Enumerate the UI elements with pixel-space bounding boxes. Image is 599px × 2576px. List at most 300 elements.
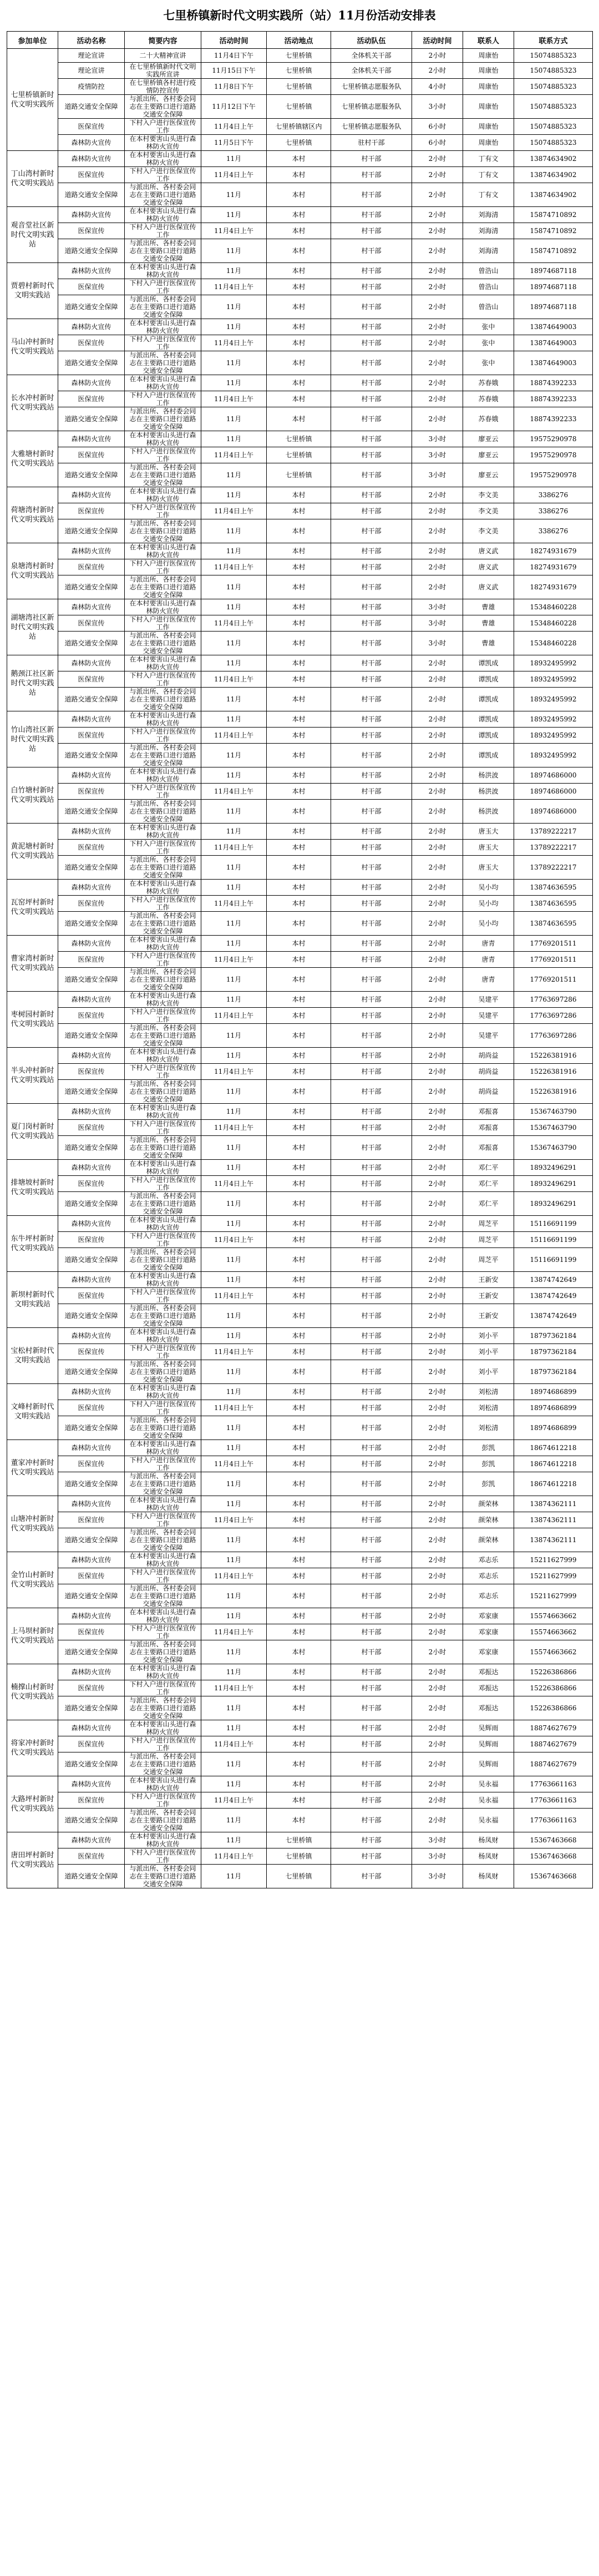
cell-duration: 2小时 xyxy=(412,840,463,856)
cell-contact: 曹雄 xyxy=(463,615,514,632)
table-row xyxy=(7,1384,593,1400)
table-row xyxy=(7,375,593,391)
cell-location: 本村 xyxy=(267,968,331,992)
cell-time: 11月4日上午 xyxy=(201,447,267,463)
cell-time: 11月 xyxy=(201,912,267,936)
site-name-cell: 山塘冲村新时代文明实践站 xyxy=(7,1496,58,1552)
cell-activity-name: 医保宣传 xyxy=(58,1456,125,1472)
cell-team: 村干部 xyxy=(331,223,412,239)
header-content: 简要内容 xyxy=(125,32,201,49)
cell-location: 本村 xyxy=(267,407,331,431)
cell-duration: 2小时 xyxy=(412,1120,463,1136)
cell-location: 七里桥镇 xyxy=(267,1832,331,1848)
table-row xyxy=(7,824,593,840)
cell-time: 11月 xyxy=(201,1528,267,1552)
cell-activity-name: 道路交通安全保障 xyxy=(58,1809,125,1832)
cell-duration: 2小时 xyxy=(412,767,463,784)
cell-location: 七里桥镇 xyxy=(267,49,331,63)
cell-location: 本村 xyxy=(267,1248,331,1272)
cell-team: 村干部 xyxy=(331,840,412,856)
cell-time: 11月 xyxy=(201,711,267,728)
cell-activity-name: 道路交通安全保障 xyxy=(58,1192,125,1216)
cell-activity-name: 森林防火宣传 xyxy=(58,135,125,151)
cell-contact: 杨凤财 xyxy=(463,1848,514,1865)
cell-time: 11月4日上午 xyxy=(201,1680,267,1696)
cell-time: 11月4日上午 xyxy=(201,1568,267,1584)
table-row xyxy=(7,1752,593,1776)
cell-phone: 15367463790 xyxy=(514,1104,593,1120)
cell-content: 与派出所、各村委会同志在主要路口进行道路交通安全保障 xyxy=(125,1584,201,1608)
cell-duration: 2小时 xyxy=(412,487,463,503)
cell-team: 村干部 xyxy=(331,1809,412,1832)
table-row xyxy=(7,1456,593,1472)
table-row xyxy=(7,1624,593,1640)
cell-contact: 邓志乐 xyxy=(463,1552,514,1568)
cell-team: 村干部 xyxy=(331,351,412,375)
cell-time: 11月4日上午 xyxy=(201,1792,267,1809)
table-row xyxy=(7,688,593,711)
cell-phone: 13789222217 xyxy=(514,840,593,856)
cell-location: 本村 xyxy=(267,1344,331,1360)
cell-location: 本村 xyxy=(267,936,331,952)
cell-duration: 2小时 xyxy=(412,1752,463,1776)
cell-location: 本村 xyxy=(267,1552,331,1568)
cell-time: 11月 xyxy=(201,487,267,503)
cell-time: 11月 xyxy=(201,655,267,671)
cell-location: 本村 xyxy=(267,1048,331,1064)
cell-location: 本村 xyxy=(267,784,331,800)
cell-content: 与派出所、各村委会同志在主要路口进行道路交通安全保障 xyxy=(125,1024,201,1048)
cell-content: 下村入户进行医保宣传工作 xyxy=(125,335,201,351)
cell-contact: 曾浩山 xyxy=(463,263,514,279)
cell-time: 11月 xyxy=(201,1024,267,1048)
cell-activity-name: 医保宣传 xyxy=(58,1176,125,1192)
cell-activity-name: 道路交通安全保障 xyxy=(58,351,125,375)
cell-phone: 15874710892 xyxy=(514,207,593,223)
cell-contact: 唐义武 xyxy=(463,559,514,575)
cell-time: 11月4日上午 xyxy=(201,335,267,351)
cell-contact: 彭凯 xyxy=(463,1456,514,1472)
cell-time: 11月 xyxy=(201,800,267,824)
table-row xyxy=(7,279,593,295)
cell-activity-name: 医保宣传 xyxy=(58,279,125,295)
cell-duration: 2小时 xyxy=(412,655,463,671)
cell-duration: 2小时 xyxy=(412,239,463,263)
cell-phone: 17763661163 xyxy=(514,1792,593,1809)
cell-time: 11月 xyxy=(201,1720,267,1736)
table-row xyxy=(7,335,593,351)
cell-time: 11月4日上午 xyxy=(201,1120,267,1136)
cell-time: 11月 xyxy=(201,1640,267,1664)
cell-location: 本村 xyxy=(267,632,331,655)
cell-contact: 吴小均 xyxy=(463,880,514,896)
cell-contact: 谭凯成 xyxy=(463,711,514,728)
cell-content: 与派出所、各村委会同志在主要路口进行道路交通安全保障 xyxy=(125,351,201,375)
cell-time: 11月 xyxy=(201,151,267,167)
cell-time: 11月4日上午 xyxy=(201,391,267,407)
header-phone: 联系方式 xyxy=(514,32,593,49)
cell-phone: 15116691199 xyxy=(514,1216,593,1232)
cell-activity-name: 道路交通安全保障 xyxy=(58,1472,125,1496)
cell-location: 七里桥镇 xyxy=(267,95,331,119)
cell-contact: 唐玉大 xyxy=(463,856,514,880)
cell-time: 11月 xyxy=(201,1080,267,1104)
cell-phone: 15074885323 xyxy=(514,135,593,151)
cell-contact: 王新安 xyxy=(463,1304,514,1328)
cell-location: 本村 xyxy=(267,1288,331,1304)
cell-content: 下村入户进行医保宣传工作 xyxy=(125,279,201,295)
cell-team: 村干部 xyxy=(331,463,412,487)
cell-duration: 2小时 xyxy=(412,1104,463,1120)
cell-duration: 2小时 xyxy=(412,912,463,936)
cell-location: 七里桥镇 xyxy=(267,431,331,447)
cell-time: 11月4日上午 xyxy=(201,1232,267,1248)
cell-team: 村干部 xyxy=(331,992,412,1008)
cell-phone: 18932496291 xyxy=(514,1176,593,1192)
cell-team: 村干部 xyxy=(331,1304,412,1328)
cell-team: 村干部 xyxy=(331,1272,412,1288)
header-site: 参加单位 xyxy=(7,32,58,49)
cell-activity-name: 医保宣传 xyxy=(58,1008,125,1024)
cell-location: 本村 xyxy=(267,1064,331,1080)
cell-content: 下村入户进行医保宣传工作 xyxy=(125,1288,201,1304)
table-row xyxy=(7,912,593,936)
table-row xyxy=(7,728,593,744)
cell-contact: 谭凯成 xyxy=(463,688,514,711)
table-row xyxy=(7,151,593,167)
cell-phone: 18932496291 xyxy=(514,1160,593,1176)
cell-team: 村干部 xyxy=(331,711,412,728)
cell-content: 与派出所、各村委会同志在主要路口进行道路交通安全保障 xyxy=(125,1809,201,1832)
cell-contact: 吴建平 xyxy=(463,1024,514,1048)
cell-phone: 18874627679 xyxy=(514,1736,593,1752)
cell-contact: 邓振达 xyxy=(463,1696,514,1720)
cell-content: 下村入户进行医保宣传工作 xyxy=(125,223,201,239)
cell-content: 与派出所、各村委会同志在主要路口进行道路交通安全保障 xyxy=(125,688,201,711)
header-team: 活动队伍 xyxy=(331,32,412,49)
cell-location: 本村 xyxy=(267,1024,331,1048)
cell-team: 村干部 xyxy=(331,559,412,575)
cell-activity-name: 医保宣传 xyxy=(58,1288,125,1304)
cell-duration: 2小时 xyxy=(412,1696,463,1720)
cell-content: 在本村要害山头进行森林防火宣传 xyxy=(125,263,201,279)
cell-content: 与派出所、各村委会同志在主要路口进行道路交通安全保障 xyxy=(125,295,201,319)
cell-activity-name: 道路交通安全保障 xyxy=(58,632,125,655)
cell-content: 下村入户进行医保宣传工作 xyxy=(125,1680,201,1696)
cell-activity-name: 森林防火宣传 xyxy=(58,936,125,952)
site-name-cell: 丁山湾村新时代文明实践站 xyxy=(7,151,58,207)
site-name-cell: 大雅塘村新时代文明实践站 xyxy=(7,431,58,487)
cell-phone: 18974686000 xyxy=(514,800,593,824)
cell-activity-name: 森林防火宣传 xyxy=(58,1608,125,1624)
cell-location: 本村 xyxy=(267,840,331,856)
cell-contact: 吴辉雨 xyxy=(463,1720,514,1736)
cell-phone: 15074885323 xyxy=(514,119,593,135)
cell-time: 11月 xyxy=(201,936,267,952)
cell-contact: 谭凯成 xyxy=(463,671,514,688)
cell-time: 11月4日上午 xyxy=(201,279,267,295)
table-row xyxy=(7,1568,593,1584)
cell-location: 本村 xyxy=(267,1080,331,1104)
cell-duration: 2小时 xyxy=(412,1304,463,1328)
cell-phone: 13789222217 xyxy=(514,824,593,840)
cell-team: 村干部 xyxy=(331,543,412,559)
cell-time: 11月4日上午 xyxy=(201,167,267,183)
cell-contact: 苏春娥 xyxy=(463,407,514,431)
cell-phone: 18674612218 xyxy=(514,1472,593,1496)
cell-duration: 2小时 xyxy=(412,1792,463,1809)
cell-location: 本村 xyxy=(267,543,331,559)
cell-time: 11月 xyxy=(201,744,267,767)
cell-phone: 18932495992 xyxy=(514,728,593,744)
cell-team: 七里桥镇志愿服务队 xyxy=(331,79,412,95)
cell-time: 11月 xyxy=(201,1272,267,1288)
cell-team: 村干部 xyxy=(331,800,412,824)
site-name-cell: 夏门岗村新时代文明实践站 xyxy=(7,1104,58,1160)
cell-time: 11月 xyxy=(201,1384,267,1400)
cell-activity-name: 森林防火宣传 xyxy=(58,711,125,728)
cell-content: 下村入户进行医保宣传工作 xyxy=(125,391,201,407)
cell-duration: 2小时 xyxy=(412,1472,463,1496)
schedule-table xyxy=(7,31,593,1888)
cell-content: 在本村要害山头进行森林防火宣传 xyxy=(125,543,201,559)
cell-contact: 吴辉雨 xyxy=(463,1752,514,1776)
cell-location: 本村 xyxy=(267,1584,331,1608)
table-row xyxy=(7,1104,593,1120)
cell-activity-name: 森林防火宣传 xyxy=(58,319,125,335)
cell-contact: 吴小均 xyxy=(463,896,514,912)
cell-team: 村干部 xyxy=(331,1624,412,1640)
cell-duration: 2小时 xyxy=(412,1248,463,1272)
cell-content: 在本村要害山头进行森林防火宣传 xyxy=(125,711,201,728)
cell-duration: 2小时 xyxy=(412,279,463,295)
cell-phone: 15226386866 xyxy=(514,1680,593,1696)
cell-duration: 6小时 xyxy=(412,135,463,151)
cell-team: 村干部 xyxy=(331,1752,412,1776)
cell-location: 本村 xyxy=(267,1176,331,1192)
cell-team: 村干部 xyxy=(331,1848,412,1865)
cell-time: 11月4日上午 xyxy=(201,1008,267,1024)
cell-activity-name: 森林防火宣传 xyxy=(58,1216,125,1232)
cell-location: 本村 xyxy=(267,1384,331,1400)
cell-phone: 19575290978 xyxy=(514,431,593,447)
cell-content: 下村入户进行医保宣传工作 xyxy=(125,559,201,575)
cell-content: 下村入户进行医保宣传工作 xyxy=(125,447,201,463)
cell-duration: 2小时 xyxy=(412,1064,463,1080)
cell-activity-name: 道路交通安全保障 xyxy=(58,1024,125,1048)
cell-phone: 18932495992 xyxy=(514,671,593,688)
site-name-cell: 贾碧村新时代文明实践站 xyxy=(7,263,58,319)
cell-location: 本村 xyxy=(267,1568,331,1584)
site-name-cell: 宝松村新时代文明实践站 xyxy=(7,1328,58,1384)
cell-contact: 周芝平 xyxy=(463,1232,514,1248)
table-row xyxy=(7,63,593,79)
cell-activity-name: 理论宣讲 xyxy=(58,63,125,79)
table-row xyxy=(7,431,593,447)
cell-activity-name: 森林防火宣传 xyxy=(58,880,125,896)
table-row xyxy=(7,1416,593,1440)
cell-time: 11月 xyxy=(201,263,267,279)
cell-location: 本村 xyxy=(267,728,331,744)
cell-team: 村干部 xyxy=(331,671,412,688)
cell-phone: 15211627999 xyxy=(514,1584,593,1608)
cell-location: 本村 xyxy=(267,559,331,575)
cell-phone: 15116691199 xyxy=(514,1232,593,1248)
cell-team: 全体机关干部 xyxy=(331,63,412,79)
cell-location: 本村 xyxy=(267,519,331,543)
cell-time: 11月 xyxy=(201,599,267,615)
cell-contact: 邓家康 xyxy=(463,1608,514,1624)
table-row xyxy=(7,1496,593,1512)
cell-location: 本村 xyxy=(267,487,331,503)
cell-location: 本村 xyxy=(267,952,331,968)
cell-location: 本村 xyxy=(267,1528,331,1552)
cell-time: 11月 xyxy=(201,1664,267,1680)
cell-duration: 2小时 xyxy=(412,1328,463,1344)
cell-team: 村干部 xyxy=(331,615,412,632)
cell-location: 本村 xyxy=(267,599,331,615)
cell-phone: 13874634902 xyxy=(514,151,593,167)
table-row xyxy=(7,1160,593,1176)
cell-duration: 2小时 xyxy=(412,1680,463,1696)
cell-content: 与派出所、各村委会同志在主要路口进行道路交通安全保障 xyxy=(125,744,201,767)
table-row xyxy=(7,711,593,728)
cell-contact: 吴建平 xyxy=(463,1008,514,1024)
cell-location: 本村 xyxy=(267,1608,331,1624)
cell-content: 在本村要害山头进行森林防火宣传 xyxy=(125,1384,201,1400)
cell-team: 村干部 xyxy=(331,1496,412,1512)
cell-contact: 颜荣林 xyxy=(463,1512,514,1528)
cell-phone: 15074885323 xyxy=(514,49,593,63)
cell-location: 本村 xyxy=(267,880,331,896)
cell-activity-name: 道路交通安全保障 xyxy=(58,463,125,487)
cell-team: 村干部 xyxy=(331,1832,412,1848)
cell-team: 村干部 xyxy=(331,1720,412,1736)
cell-phone: 17763661163 xyxy=(514,1809,593,1832)
table-row xyxy=(7,767,593,784)
cell-phone: 18874627679 xyxy=(514,1720,593,1736)
cell-contact: 谭凯成 xyxy=(463,655,514,671)
cell-time: 11月4日上午 xyxy=(201,728,267,744)
cell-activity-name: 森林防火宣传 xyxy=(58,599,125,615)
cell-activity-name: 道路交通安全保障 xyxy=(58,1696,125,1720)
cell-activity-name: 道路交通安全保障 xyxy=(58,1865,125,1888)
cell-contact: 周康怡 xyxy=(463,63,514,79)
table-row xyxy=(7,840,593,856)
cell-contact: 唐义武 xyxy=(463,543,514,559)
cell-team: 村干部 xyxy=(331,1512,412,1528)
header-time: 活动时间 xyxy=(201,32,267,49)
cell-phone: 13874649003 xyxy=(514,319,593,335)
cell-contact: 刘松清 xyxy=(463,1400,514,1416)
cell-content: 下村入户进行医保宣传工作 xyxy=(125,1624,201,1640)
table-row xyxy=(7,599,593,615)
site-name-cell: 东牛坪村新时代文明实践站 xyxy=(7,1216,58,1272)
cell-phone: 13874649003 xyxy=(514,351,593,375)
cell-activity-name: 道路交通安全保障 xyxy=(58,183,125,207)
cell-team: 村干部 xyxy=(331,1384,412,1400)
cell-location: 本村 xyxy=(267,503,331,519)
cell-team: 村干部 xyxy=(331,375,412,391)
cell-location: 本村 xyxy=(267,239,331,263)
table-row xyxy=(7,1304,593,1328)
cell-content: 在本村要害山头进行森林防火宣传 xyxy=(125,1720,201,1736)
cell-activity-name: 森林防火宣传 xyxy=(58,767,125,784)
cell-activity-name: 森林防火宣传 xyxy=(58,824,125,840)
cell-duration: 3小时 xyxy=(412,95,463,119)
cell-contact: 李文美 xyxy=(463,487,514,503)
table-row xyxy=(7,1080,593,1104)
cell-team: 村干部 xyxy=(331,1064,412,1080)
site-name-cell: 排塘坡村新时代文明实践站 xyxy=(7,1160,58,1216)
cell-time: 11月 xyxy=(201,1608,267,1624)
cell-contact: 杨凤财 xyxy=(463,1832,514,1848)
header-location: 活动地点 xyxy=(267,32,331,49)
cell-team: 村干部 xyxy=(331,319,412,335)
cell-activity-name: 医保宣传 xyxy=(58,335,125,351)
cell-duration: 2小时 xyxy=(412,968,463,992)
table-row xyxy=(7,519,593,543)
cell-content: 在本村要害山头进行森林防火宣传 xyxy=(125,1664,201,1680)
cell-contact: 刘小平 xyxy=(463,1360,514,1384)
cell-activity-name: 医保宣传 xyxy=(58,896,125,912)
site-name-cell: 观音堂社区新时代文明实践站 xyxy=(7,207,58,263)
cell-team: 村干部 xyxy=(331,239,412,263)
cell-duration: 2小时 xyxy=(412,952,463,968)
cell-location: 七里桥镇 xyxy=(267,447,331,463)
cell-team: 村干部 xyxy=(331,167,412,183)
cell-contact: 邓振喜 xyxy=(463,1104,514,1120)
cell-duration: 2小时 xyxy=(412,351,463,375)
cell-content: 下村入户进行医保宣传工作 xyxy=(125,1232,201,1248)
cell-contact: 邓仁平 xyxy=(463,1192,514,1216)
cell-duration: 2小时 xyxy=(412,800,463,824)
cell-activity-name: 医保宣传 xyxy=(58,1792,125,1809)
cell-activity-name: 道路交通安全保障 xyxy=(58,295,125,319)
cell-activity-name: 道路交通安全保障 xyxy=(58,1136,125,1160)
cell-team: 村干部 xyxy=(331,575,412,599)
cell-duration: 2小时 xyxy=(412,1440,463,1456)
table-row xyxy=(7,784,593,800)
cell-team: 村干部 xyxy=(331,1736,412,1752)
cell-duration: 2小时 xyxy=(412,711,463,728)
cell-phone: 13874634902 xyxy=(514,183,593,207)
cell-contact: 周康怡 xyxy=(463,49,514,63)
table-row xyxy=(7,1512,593,1528)
site-name-cell: 七里桥镇新时代文明实践所 xyxy=(7,49,58,151)
cell-duration: 2小时 xyxy=(412,1384,463,1400)
cell-contact: 唐青 xyxy=(463,952,514,968)
cell-activity-name: 医保宣传 xyxy=(58,223,125,239)
cell-activity-name: 道路交通安全保障 xyxy=(58,575,125,599)
cell-contact: 邓志乐 xyxy=(463,1584,514,1608)
cell-content: 下村入户进行医保宣传工作 xyxy=(125,784,201,800)
table-row xyxy=(7,896,593,912)
cell-phone: 15367463790 xyxy=(514,1136,593,1160)
cell-phone: 3386276 xyxy=(514,487,593,503)
cell-activity-name: 道路交通安全保障 xyxy=(58,744,125,767)
cell-phone: 15874710892 xyxy=(514,223,593,239)
cell-phone: 17763661163 xyxy=(514,1776,593,1792)
cell-phone: 17763697286 xyxy=(514,992,593,1008)
cell-phone: 18874392233 xyxy=(514,407,593,431)
table-row xyxy=(7,95,593,119)
cell-duration: 2小时 xyxy=(412,375,463,391)
table-row xyxy=(7,1248,593,1272)
cell-team: 村干部 xyxy=(331,1584,412,1608)
cell-time: 11月 xyxy=(201,1832,267,1848)
cell-content: 在本村要害山头进行森林防火宣传 xyxy=(125,1552,201,1568)
